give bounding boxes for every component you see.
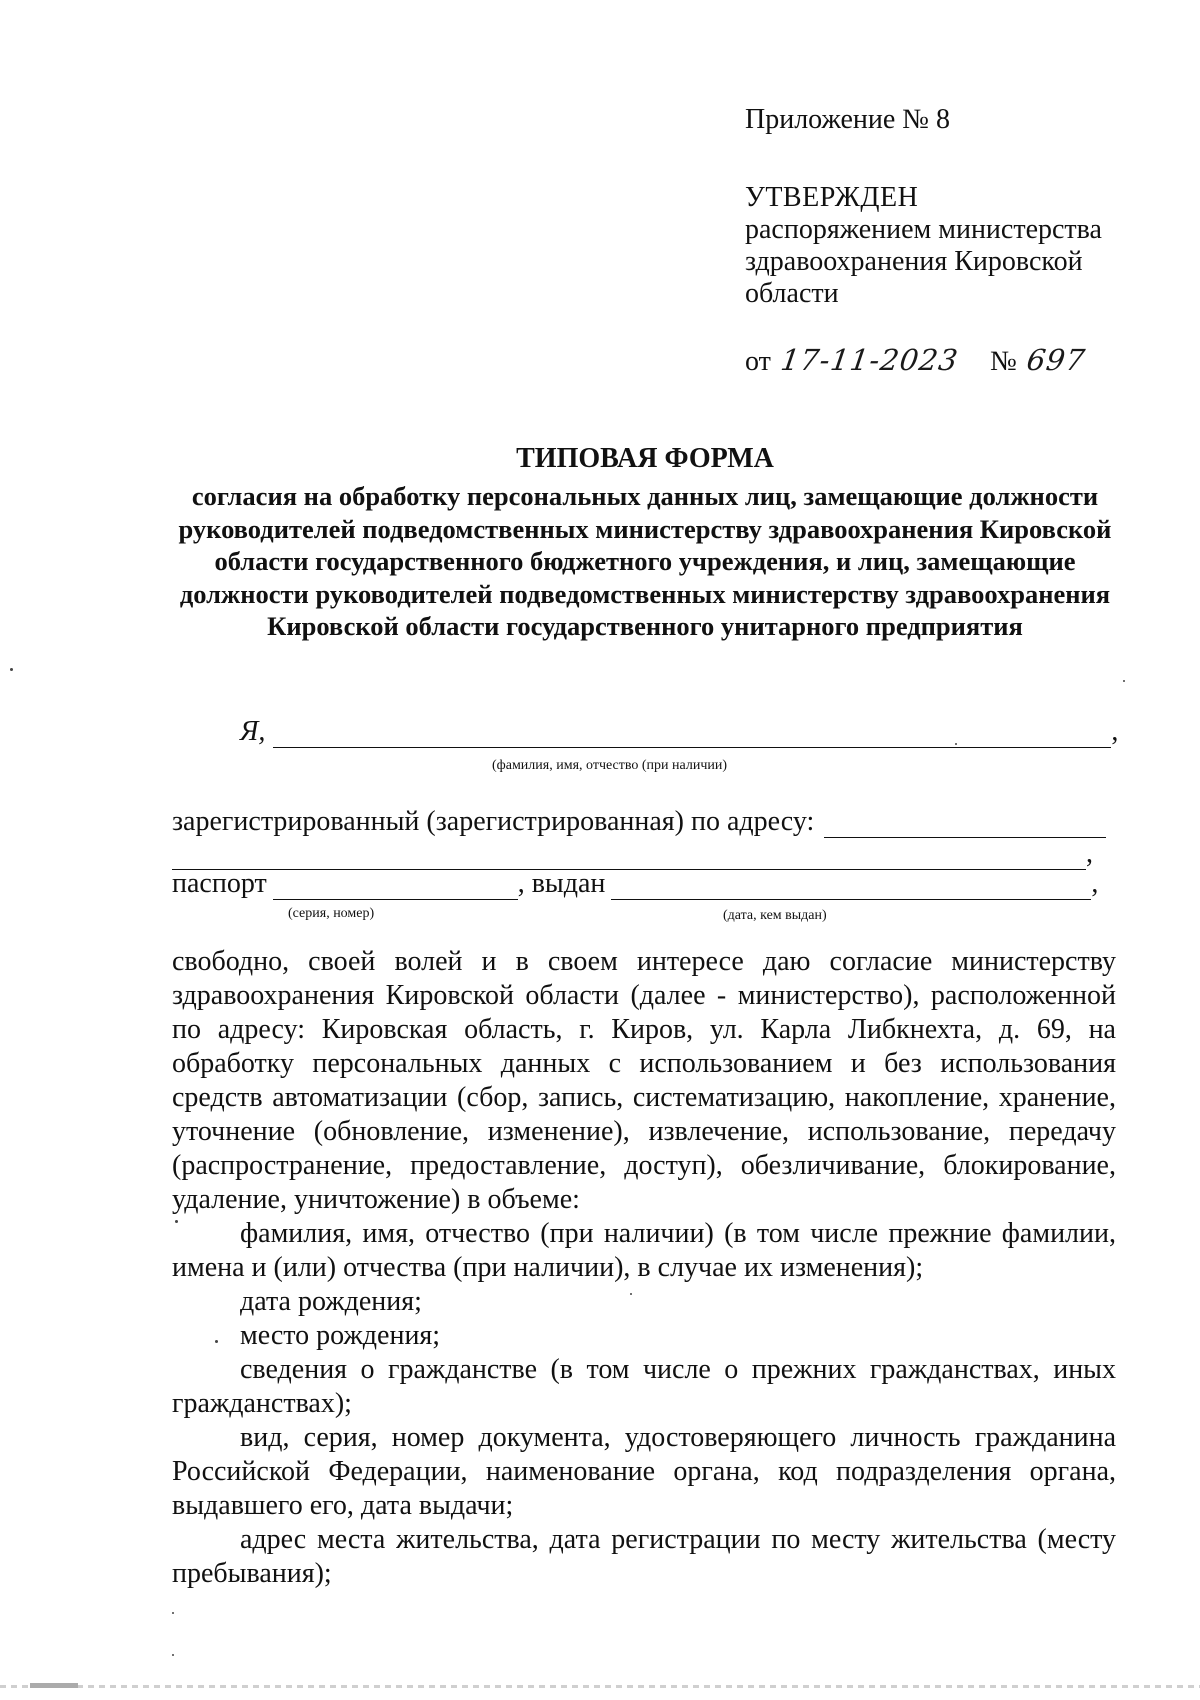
scan-speck [955, 743, 957, 745]
series-number-hint: (серия, номер) [288, 906, 375, 921]
document-title-block [170, 442, 1120, 643]
passport-row [172, 868, 1098, 900]
address-comma: , [1086, 838, 1093, 869]
number-label: № [990, 346, 1017, 377]
scan-speck [172, 1654, 174, 1656]
data-item-birth-date: дата рождения; [240, 1286, 422, 1317]
fio-comma: , [1111, 716, 1119, 747]
order-number-handwritten: 697 [1024, 343, 1088, 377]
fio-hint: (фамилия, имя, отчество (при наличии) [492, 758, 728, 773]
order-date-handwritten: 17-11-2023 [778, 343, 961, 377]
issued-by-hint: (дата, кем выдан) [723, 908, 827, 923]
approving-authority: распоряжением министерства здравоохранения Кировской области [745, 214, 1102, 309]
address-field-continuation[interactable] [172, 843, 1086, 870]
data-item-birth-place: место рождения; [240, 1320, 441, 1351]
i-label: Я, [240, 716, 266, 747]
scan-speck [172, 1612, 174, 1614]
passport-series-field[interactable] [273, 873, 518, 900]
data-item-fio: фамилия, имя, отчество (при наличии) (в том числе прежние фамилии, имена и (или) отчества (при наличии), в случае их изменения); [172, 1218, 1116, 1283]
address-field[interactable] [824, 811, 1106, 838]
consent-paragraph: свободно, своей волей и в своем интересе даю согласие министерству здравоохранения Кировской области (далее - министерство), расположенной по адресу: Кировская область, г. Киров, ул. Карла Либкнехта, д. 69, на обработку персональных данных с использованием и без использования средств автоматизации (сбор, запись, систематизацию, накопление, хранение, уточнение (обновление, изменение), извлечение, использование, передачу (распространение, предоставление, доступ), обезличивание, блокирование, удаление, уничтожение) в объеме: [172, 946, 1116, 1215]
fio-row [240, 716, 1118, 748]
document-subtitle: согласия на обработку персональных данных лиц, замещающие должности руководителей подведомственных министерству здравоохранения Кировской области государственного бюджетного учреждения, и лиц, замещающие должности руководителей подведомственных министерству здравоохранения Кировской области государственного унитарного предприятия [178, 481, 1112, 641]
scan-speck [215, 1340, 218, 1343]
address-row [172, 806, 1106, 838]
data-item-identity-document: вид, серия, номер документа, удостоверяющего личность гражданина Российской Федерации, наименование органа, код подразделения органа, выдавшего его, дата выдачи; [172, 1422, 1116, 1521]
scan-speck [630, 1293, 632, 1295]
approval-header [745, 104, 1175, 378]
address-continuation-row [172, 838, 1093, 870]
issued-label: , выдан [517, 868, 606, 899]
approved-stamp-text: УТВЕРЖДЕН [745, 182, 919, 213]
consent-body [172, 945, 1116, 1591]
document-title: ТИПОВАЯ ФОРМА [516, 443, 774, 474]
passport-label: паспорт [172, 868, 267, 899]
fio-field[interactable] [273, 721, 1111, 748]
appendix-number: Приложение № 8 [745, 104, 950, 135]
passport-issued-field[interactable] [611, 873, 1091, 900]
data-item-residence-address: адрес места жительства, дата регистрации по месту жительства (месту пребывания); [172, 1524, 1116, 1589]
scan-speck [10, 668, 13, 671]
passport-comma: , [1091, 868, 1099, 899]
order-date-number-line [745, 344, 1175, 378]
scan-speck [1123, 680, 1125, 682]
data-item-citizenship: сведения о гражданстве (в том числе о прежних гражданствах, иных гражданствах); [172, 1354, 1116, 1419]
from-label: от [745, 346, 771, 377]
scan-speck [175, 1220, 178, 1223]
scan-edge-artifact [0, 1685, 1200, 1688]
registered-address-label: зарегистрированный (зарегистрированная) по адресу: [172, 806, 815, 837]
